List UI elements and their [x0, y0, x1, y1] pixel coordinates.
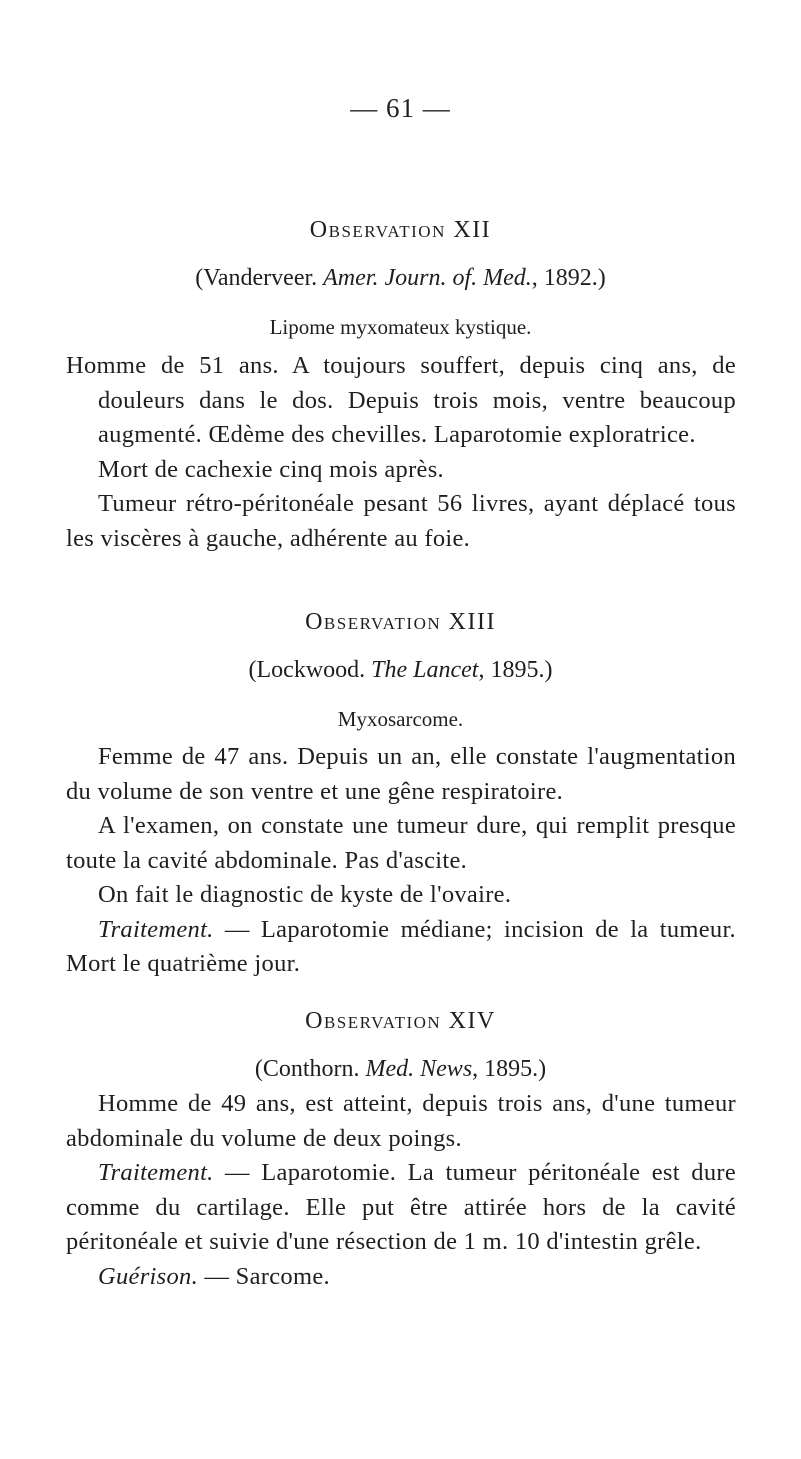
source-journal: The Lancet: [371, 657, 479, 683]
paragraph-text: — Laparotomie. La tumeur péritonéale est dure comme du cartilage. Elle put être attirée hors de la cavité péritonéale et suivie d'une résection de 1 m. 10 d'intestin grêle.: [66, 1159, 736, 1255]
paragraph: [66, 487, 736, 556]
observation-source: [0, 1054, 801, 1084]
source-journal: Amer. Journ. of. Med.: [323, 265, 532, 291]
observation-source: [0, 263, 801, 293]
paragraph-lead: Traitement.: [98, 915, 214, 943]
observation-13-body: [66, 740, 736, 982]
paragraph-text: Tumeur rétro-péritonéale pesant 56 livres, ayant déplacé tous les viscères à gauche, adhérente au foie.: [66, 490, 736, 552]
source-journal: Med. News: [365, 1056, 473, 1082]
paragraph-text: Femme de 47 ans. Depuis un an, elle constate l'augmentation du volume de son ventre et une gêne respiratoire.: [66, 743, 736, 805]
source-year: , 1892.): [531, 265, 606, 291]
paragraph-text: Mort de cachexie cinq mois après.: [98, 455, 444, 483]
observation-diagnosis: Myxosarcome.: [337, 707, 464, 731]
source-author: (Vanderveer.: [195, 265, 324, 291]
paragraph-lead: Traitement.: [98, 1159, 214, 1186]
paragraph: [66, 349, 736, 453]
observation-heading: Observation XII: [309, 217, 492, 243]
observation-14: [0, 1006, 801, 1084]
source-author: (Conthorn.: [254, 1056, 366, 1082]
paragraph: [66, 1087, 736, 1156]
paragraph: [66, 809, 736, 878]
paragraph: [66, 878, 736, 913]
page-number: — 61 —: [350, 93, 451, 123]
observation-12-body: [66, 349, 736, 556]
observation-14-body: [66, 1087, 736, 1294]
source-year: , 1895.): [478, 657, 553, 683]
paragraph-text: On fait le diagnostic de kyste de l'ovaire.: [98, 881, 512, 908]
paragraph-text: — Laparotomie médiane; incision de la tumeur. Mort le quatrième jour.: [66, 915, 736, 977]
source-year: , 1895.): [472, 1056, 547, 1082]
observation-12: [0, 215, 801, 341]
observation-diagnosis: Lipome myxomateux kystique.: [269, 315, 532, 339]
paragraph: [66, 453, 736, 488]
paragraph-text: A l'examen, on constate une tumeur dure, qui remplit presque toute la cavité abdominale. Pas d'ascite.: [66, 812, 736, 874]
paragraph-text: Homme de 51 ans. A toujours souffert, depuis cinq ans, de douleurs dans le dos. Depuis trois mois, ventre beaucoup augmenté. Œdème des chevilles. Laparotomie exploratrice.: [66, 352, 736, 448]
observation-13: [0, 607, 801, 733]
source-author: (Lockwood.: [248, 657, 372, 683]
paragraph-lead: Guérison.: [98, 1262, 199, 1290]
observation-heading: Observation XIV: [305, 1008, 496, 1034]
paragraph-text: — Sarcome.: [198, 1262, 330, 1290]
paragraph: [66, 1156, 736, 1260]
paragraph: [66, 1260, 736, 1295]
paragraph: [66, 740, 736, 809]
paragraph-text: Homme de 49 ans, est atteint, depuis trois ans, d'une tumeur abdominale du volume de deux poings.: [66, 1090, 736, 1152]
paragraph: [66, 913, 736, 982]
observation-heading: Observation XIII: [305, 609, 496, 635]
observation-source: [0, 655, 801, 685]
